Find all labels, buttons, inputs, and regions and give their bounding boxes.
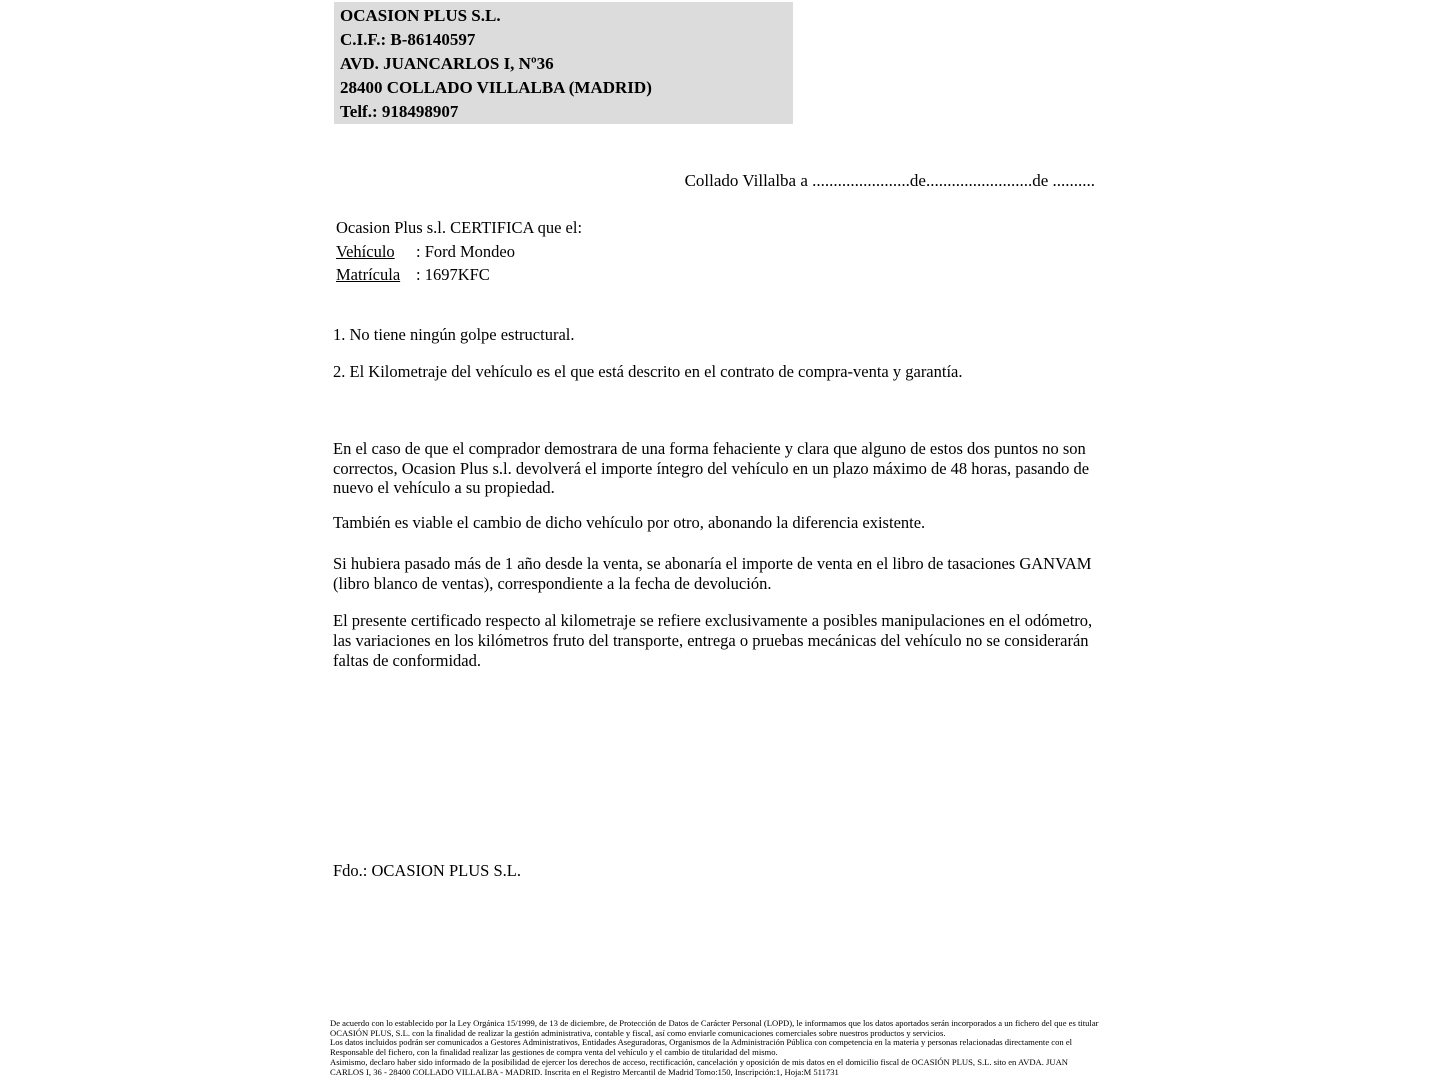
paragraph-exchange: También es viable el cambio de dicho vehículo por otro, abonando la diferencia existente. [333,513,926,533]
certify-block [336,216,836,287]
body-paragraphs [333,439,1099,670]
company-header-box [334,2,793,124]
paragraph-ganvam: Si hubiera pasado más de 1 año desde la venta, se abonaría el importe de venta en el libro de tasaciones GANVAM (libro blanco de ventas), correspondiente a la fecha de devolución. [333,553,1092,593]
vehicle-line [336,240,836,264]
signature-line: Fdo.: OCASION PLUS S.L. [333,861,521,880]
certify-intro: Ocasion Plus s.l. CERTIFICA que el: [336,218,583,237]
plate-value: : 1697KFC [416,265,490,284]
date-line: Collado Villalba a .......................de.........................de .......... [684,171,1095,190]
company-name: OCASION PLUS S.L. [340,6,501,25]
company-city: 28400 COLLADO VILLALBA (MADRID) [340,78,652,97]
legal-footer [330,1019,1102,1077]
paragraph-refund: En el caso de que el comprador demostrara de una forma fehaciente y clara que alguno de estos dos puntos no son correctos, Ocasion Plus s.l. devolverá el importe íntegro del vehículo en un plazo máximo de 48 horas, pasando de nuevo el vehículo a su propiedad. [333,439,1090,498]
plate-label: Matrícula [336,265,401,284]
point-1: 1. No tiene ningún golpe estructural. [333,325,575,344]
company-address: AVD. JUANCARLOS I, Nº36 [340,54,554,73]
legal-paragraph-lopd: De acuerdo con lo establecido por la Ley Orgánica 15/1999, de 13 de diciembre, de Protección de Datos de Carácter Personal (LOPD), le informamos que los datos aportados serán incorporados a un fichero del que es titular OCASIÓN PLUS, S.L. con la finalidad de realizar la gestión administrativa, contable y fiscal, así como enviarle comunicaciones comerciales sobre nuestros productos y servicios. [330,1018,1099,1038]
paragraph-odometer: El presente certificado respecto al kilometraje se refiere exclusivamente a posibles manipulaciones en el odómetro, las variaciones en los kilómetros fruto del transporte, entrega o pruebas mecánicas del vehículo no se considerarán faltas de conformidad. [333,611,1093,670]
point-2: 2. El Kilometraje del vehículo es el que está descrito en el contrato de compra-venta y garantía. [333,362,963,381]
legal-paragraph-data-sharing: Los datos incluidos podrán ser comunicados a Gestores Administrativos, Entidades Aseguradoras, Organismos de la Administración Pública con competencia en la materia y personas relacionadas directamente con el Responsable del fichero, con la finalidad realizar las gestiones de compra venta del vehículo y el cambio de titularidad del mismo. [330,1037,1073,1058]
vehicle-value: : Ford Mondeo [416,241,515,261]
vehicle-label: Vehículo [336,241,395,261]
company-cif: C.I.F.: B-86140597 [340,30,476,49]
legal-paragraph-rights: Asimismo, declaro haber sido informado de la posibilidad de ejercer los derechos de acceso, rectificación, cancelación y oposición de mis datos en el domicilio fiscal de OCASIÓN PLUS, S.L. sito en AVDA. JUAN CARLOS I, 36 - 28400 COLLADO VILLALBA - MADRID. Inscrita en el Registro Mercantil de Madrid Tomo:150, Inscripción:1, Hoja:M 511731 [330,1056,1069,1077]
plate-line [336,263,836,287]
company-phone: Telf.: 918498907 [340,102,459,121]
